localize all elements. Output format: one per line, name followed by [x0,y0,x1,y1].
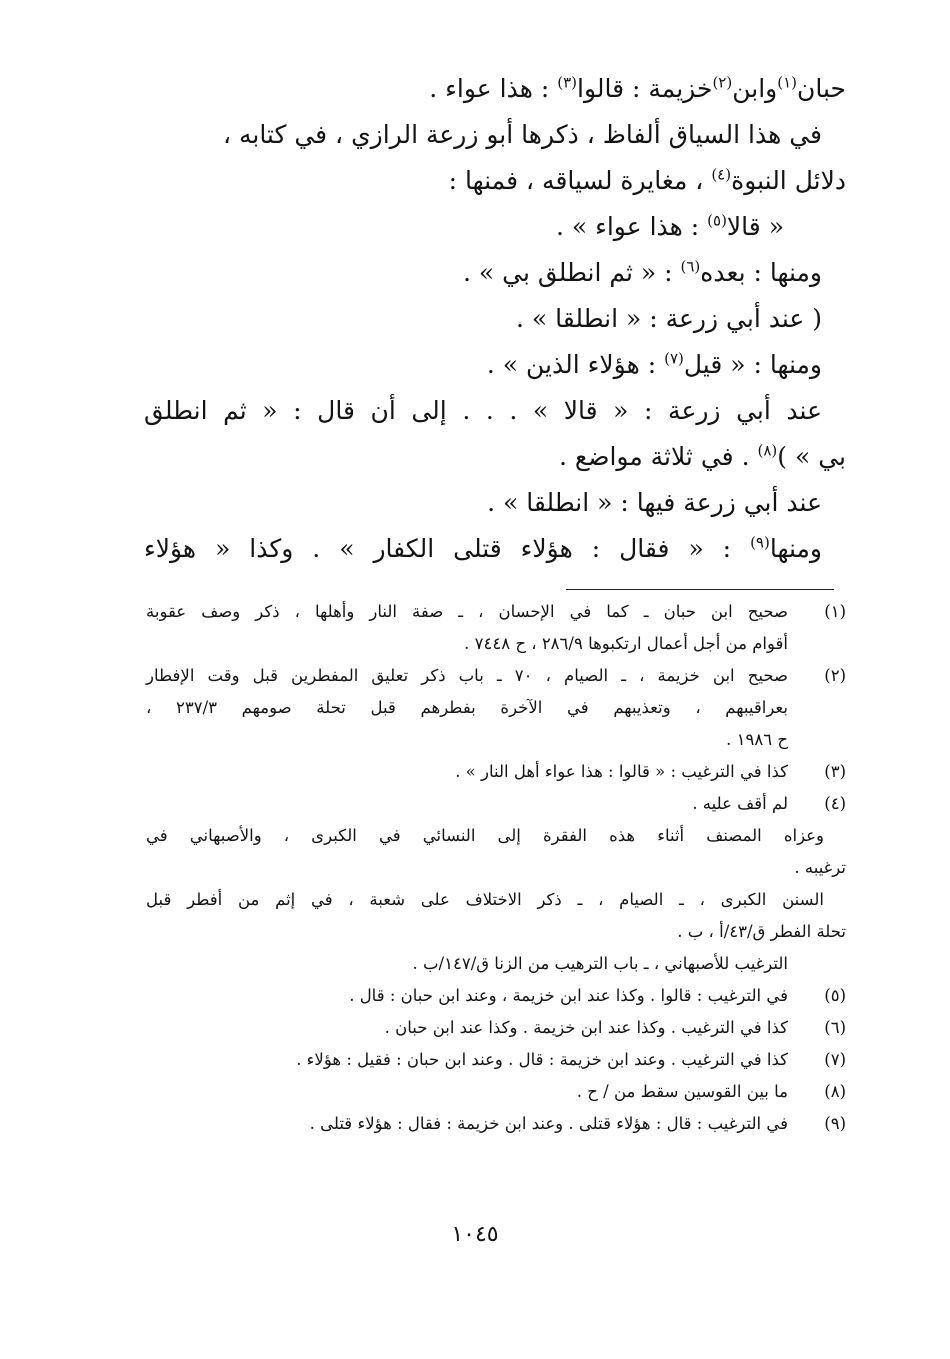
footnote-9 [146,1108,846,1140]
footnote-ref: (٦) [680,257,701,276]
footnote-continuation: الترغيب للأصبهاني ، ـ باب الترهيب من الزنا ق/١٤٧/ب . [412,954,788,973]
footnote-number: (٢) [824,666,846,685]
footnote-text: كذا في الترغيب . وعند ابن خزيمة : قال . وعند ابن حبان : فقيل : هؤلاء . [296,1050,788,1069]
main-text [144,66,846,572]
text-line: في هذا السياق ألفاظ ، ذكرها أبو زرعة الرازي ، في كتابه ، [222,120,822,149]
footnote-number: (٧) [824,1050,846,1069]
footnote-text: ح ١٩٨٦ . [726,730,788,749]
text-line: « قالا$^{(٥)}$ : هذا عواء » . [555,211,784,241]
footnotes [146,596,846,1140]
footnote-text: لم أقف عليه . [692,794,788,813]
footnote-8 [146,1076,846,1108]
footnote-text: ما بين القوسين سقط من / ح . [576,1082,788,1101]
footnote-text: أقوام من أجل أعمال ارتكبوها ٢٨٦/٩ ، ح ٧٤٤٨ . [464,634,788,653]
footnote-text: صحيح ابن حبان ـ كما في الإحسان ، ـ صفة النار وأهلها ، ذكر وصف عقوبة [146,602,788,621]
footnote-continuation: تحلة الفطر ق/٤٣/أ ، ب . [677,922,846,941]
footnote-continuation: السنن الكبرى ، ـ الصيام ، ـ ذكر الاختلاف على شعبة ، في إثم من أفطر قبل [146,890,824,909]
footnote-number: (٦) [824,1018,846,1037]
footnote-ref: (٢) [712,73,733,92]
footnote-text: كذا في الترغيب . وكذا عند ابن خزيمة . وكذا عند ابن حبان . [384,1018,788,1037]
footnote-5 [146,980,846,1012]
page-number: ١٠٤٥ [451,1222,499,1247]
footnote-3 [146,756,846,788]
footnote-4 [146,788,846,820]
footnote-text: صحيح ابن خزيمة ، ـ الصيام ، ٧٠ ـ باب ذكر تعليق المفطرين قبل وقت الإفطار [146,666,788,685]
footnote-continuation: ترغيبه . [794,858,846,877]
footnote-ref: (٤) [711,165,732,184]
text-line: بي » )$^{(٨)}$ . في ثلاثة مواضع . [559,441,846,471]
text-line: ومنها : بعده$^{(٦)}$ : « ثم انطلق بي » . [462,257,822,287]
footnote-number: (٨) [824,1082,846,1101]
footnote-ref: (٥) [707,211,727,230]
footnote-1 [146,596,846,660]
footnote-text: في الترغيب : قال : هؤلاء قتلى . وعند ابن خزيمة : فقال : هؤلاء قتلى . [309,1114,788,1133]
footnote-text: كذا في الترغيب : « قالوا : هذا عواء أهل النار » . [455,762,788,781]
text-line: ومنها$^{(٩)}$ : « فقال : هؤلاء قتلى الكفار » . وكذا « هؤلاء [144,533,822,563]
footnote-ref: (٩) [750,533,770,552]
footnote-text: في الترغيب : قالوا . وكذا عند ابن خزيمة ، وعند ابن حبان : قال . [349,986,788,1005]
text-line: عند أبي زرعة : « قالا » . . . إلى أن قال : « ثم انطلق [144,396,822,425]
footnote-ref: (٧) [664,349,684,368]
footnote-number: (٤) [824,794,846,813]
footnote-number: (١) [824,602,846,621]
footnote-7 [146,1044,846,1076]
footnote-number: (٥) [824,986,846,1005]
footnote-ref: (١) [777,73,798,92]
footnote-2 [146,660,846,756]
footnote-ref: (٣) [557,73,577,92]
text-line: ومنها : « قيل$^{(٧)}$ : هؤلاء الذين » . [486,349,822,379]
footnote-ref: (٨) [757,441,778,460]
text-line: ( عند أبي زرعة : « انطلقا » . [515,304,822,333]
footnote-text: بعراقيبهم ، وتعذيبهم في الآخرة بفطرهم قبل تحلة صومهم ٢٣٧/٣ ، [146,698,788,717]
footnote-continuation: وعزاه المصنف أثناء هذه الفقرة إلى النسائي في الكبرى ، والأصبهاني في [146,826,824,845]
footnote-6 [146,1012,846,1044]
footnote-number: (٩) [824,1114,846,1133]
footnote-number: (٣) [824,762,846,781]
text-line: دلائل النبوة$^{(٤)}$ ، مغايرة لسياقه ، فمنها : [448,165,846,195]
footnote-divider [566,589,834,590]
text-line: عند أبي زرعة فيها : « انطلقا » . [487,488,822,517]
text-line: حبان$^{(١)}$وابن$^{(٢)}$خزيمة : قالوا$^{(٣)}$ : هذا عواء . [429,73,846,103]
